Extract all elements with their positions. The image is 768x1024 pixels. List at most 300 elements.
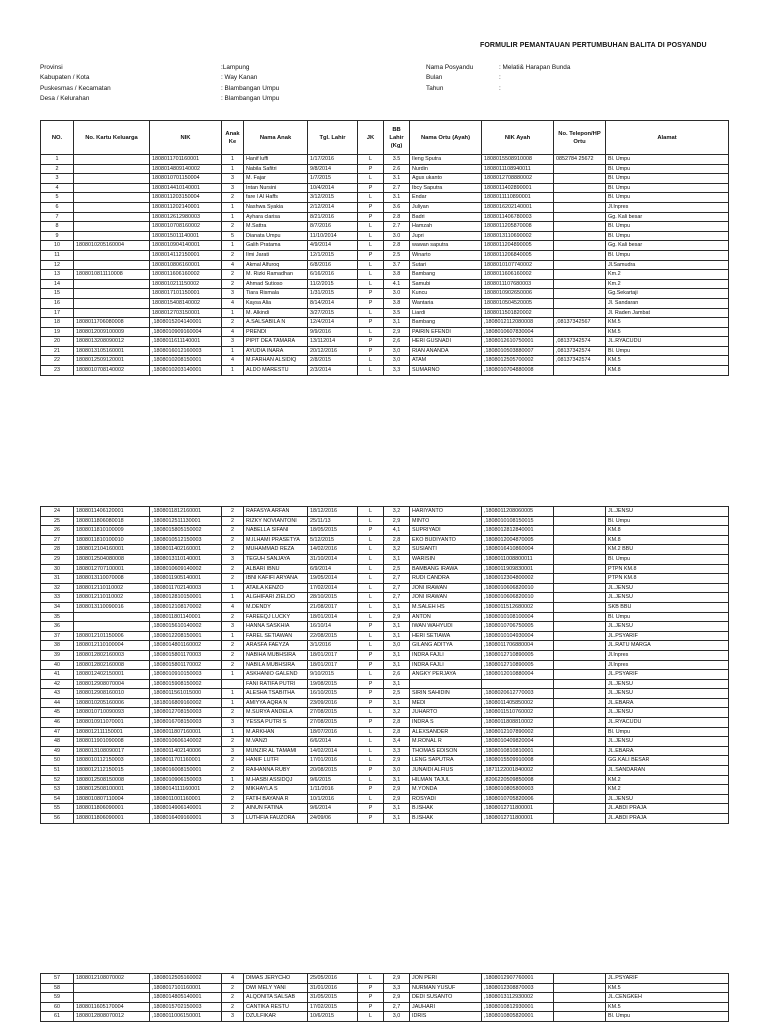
table-cell: Bl. Umpu: [606, 1012, 729, 1022]
table-cell: HANNA SASKHIA: [244, 622, 308, 632]
table-cell: 1808011901090008: [74, 737, 150, 747]
table-cell: [554, 279, 606, 289]
table-cell: 19: [41, 327, 74, 337]
table-cell: ,1808012208150001: [150, 631, 222, 641]
table-cell: 1: [222, 164, 244, 174]
table-cell: 1808012612980003: [150, 212, 222, 222]
table-cell: ,08137342574: [554, 346, 606, 356]
table-cell: 45: [41, 708, 74, 718]
table-cell: L: [358, 231, 384, 241]
table-cell: IBNI KAFIFI ARYANA: [244, 574, 308, 584]
table-cell: 1808017101150001: [150, 289, 222, 299]
table-cell: P: [358, 622, 384, 632]
table-cell: PAIRIN EFENDI: [410, 327, 482, 337]
table-cell: ANGKY PERJAYA: [410, 670, 482, 680]
table-cell: L: [358, 241, 384, 251]
table-cell: JUHARTO: [410, 708, 482, 718]
table-cell: NABELLA SIFANI: [244, 526, 308, 536]
table-row: [41, 612, 729, 622]
table-cell: 4: [41, 183, 74, 193]
table-cell: Badri: [410, 212, 482, 222]
table-cell: M. Alkindi: [244, 308, 308, 318]
table-cell: 3,1: [384, 804, 410, 814]
table-cell: 2: [222, 318, 244, 328]
table-cell: 1808012110110002: [74, 593, 150, 603]
table-cell: 2: [222, 270, 244, 280]
table-cell: 3,1: [384, 698, 410, 708]
table-cell: ,1808012004870005: [482, 535, 554, 545]
table-cell: Kaysa Alia: [244, 298, 308, 308]
table-cell: 1/17/2016: [308, 155, 358, 165]
table-cell: 36: [41, 622, 74, 632]
column-header: Nama Ortu (Ayah): [410, 121, 482, 155]
table-cell: 1808011810100009: [74, 526, 150, 536]
table-cell: NABIHA MUBHSIRA: [244, 650, 308, 660]
info-right-label: Bulan: [426, 74, 443, 82]
table-cell: 18/01/2014: [308, 612, 358, 622]
table-cell: 5: [222, 231, 244, 241]
column-header: Tgl. Lahir: [308, 121, 358, 155]
table-cell: 1808012802160008: [74, 660, 150, 670]
table-cell: [74, 212, 150, 222]
table-cell: [554, 689, 606, 699]
table-cell: [74, 202, 150, 212]
table-cell: Bl. Umpu: [606, 346, 729, 356]
table-cell: ,1808020612770003: [482, 689, 554, 699]
table-row: [41, 583, 729, 593]
table-cell: M.SURYA ANDELA: [244, 708, 308, 718]
table-cell: 1808011701160001: [150, 155, 222, 165]
table-cell: 1808011204890005: [482, 241, 554, 251]
table-cell: 1808010811110008: [74, 270, 150, 280]
table-cell: INDRA FAJLI: [410, 650, 482, 660]
table-cell: 2,8: [384, 727, 410, 737]
info-left-value: : Blambangan Umpu: [221, 94, 280, 102]
table-cell: Hamzah: [410, 222, 482, 232]
table-cell: [554, 308, 606, 318]
table-cell: ANTON: [410, 612, 482, 622]
table-cell: Bl. Umpu: [606, 554, 729, 564]
table-cell: 3.6: [384, 202, 410, 212]
table-cell: L: [358, 574, 384, 584]
table-row: [41, 289, 729, 299]
table-cell: ,1808015509910008: [482, 756, 554, 766]
table-cell: [554, 231, 606, 241]
table-cell: ,1808015801170003: [150, 650, 222, 660]
table-cell: 26: [41, 526, 74, 536]
table-cell: 1808015508910008: [482, 155, 554, 165]
table-cell: 3,1: [384, 660, 410, 670]
table-cell: GG.KALI BESAR: [606, 756, 729, 766]
table-cell: 3.1: [384, 193, 410, 203]
table-cell: [74, 250, 150, 260]
table-row: [41, 174, 729, 184]
table-row: [41, 660, 729, 670]
table-cell: L: [358, 516, 384, 526]
table-cell: 8/7/2016: [308, 222, 358, 232]
table-cell: 2.7: [384, 183, 410, 193]
table-cell: ,1808010108150015: [482, 516, 554, 526]
table-cell: 3,0: [384, 641, 410, 651]
table-cell: ,1808016008150001: [150, 766, 222, 776]
table-cell: JL.JENSU: [606, 583, 729, 593]
column-header: BB Lahir (Kg): [384, 121, 410, 155]
table-cell: [554, 164, 606, 174]
table-cell: JON PERI: [410, 974, 482, 984]
table-cell: Kuncu: [410, 289, 482, 299]
table-cell: 15: [41, 289, 74, 299]
table-cell: 54: [41, 794, 74, 804]
table-cell: ,1808010909160004: [150, 327, 222, 337]
table-cell: L: [358, 554, 384, 564]
table-cell: 1808013110070008: [74, 574, 150, 584]
table-cell: RIZKY NOVIANTONI: [244, 516, 308, 526]
table-cell: 1808010708140002: [74, 366, 150, 376]
table-cell: TEGUH SANJAYA: [244, 554, 308, 564]
table-cell: M.ARKHAN: [244, 727, 308, 737]
table-cell: 2: [222, 507, 244, 517]
table-cell: ,1808012708150003: [150, 708, 222, 718]
table-cell: 4,1: [384, 526, 410, 536]
table-cell: ,1808012907760001: [482, 974, 554, 984]
table-cell: L: [358, 746, 384, 756]
table-cell: 1808010504520005: [482, 298, 554, 308]
table-cell: Bl. Umpu: [606, 231, 729, 241]
table-cell: L: [358, 222, 384, 232]
info-left-value: : Way Kanan: [221, 74, 258, 82]
table-cell: [554, 602, 606, 612]
table-cell: ALDO MARESTU: [244, 366, 308, 376]
table-cell: 16/10/14: [308, 622, 358, 632]
table-cell: 1808010112150003: [74, 756, 150, 766]
table-cell: 1: [222, 241, 244, 251]
table-cell: 2,5: [384, 689, 410, 699]
table-cell: 3,1: [384, 679, 410, 689]
table-cell: 5/12/2015: [308, 535, 358, 545]
table-cell: ,1808011611140001: [150, 337, 222, 347]
table-cell: 10/6/2015: [308, 1012, 358, 1022]
table-cell: SUMARNO: [410, 366, 482, 376]
table-cell: 6/16/2016: [308, 270, 358, 280]
table-cell: 19/08/2015: [308, 679, 358, 689]
table-row: [41, 766, 729, 776]
table-cell: ,1808011909830001: [482, 564, 554, 574]
table-cell: 12/1/2015: [308, 250, 358, 260]
table-cell: 18/12/2016: [308, 507, 358, 517]
table-cell: Akmal Alfuroq: [244, 260, 308, 270]
table-cell: [554, 1002, 606, 1012]
table-cell: 1: [222, 689, 244, 699]
table-cell: M.YONDA: [410, 785, 482, 795]
table-cell: ,1808010906150003: [150, 775, 222, 785]
table-cell: 3: [222, 718, 244, 728]
table-cell: Juliyan: [410, 202, 482, 212]
table-cell: 2.8: [384, 212, 410, 222]
table-cell: 41: [41, 670, 74, 680]
table-row: [41, 260, 729, 270]
table-cell: 10/1/2016: [308, 794, 358, 804]
table-cell: 1808011706080008: [74, 318, 150, 328]
table-cell: [74, 183, 150, 193]
table-cell: PTPN KM.8: [606, 574, 729, 584]
table-cell: NABILA MUBHSIRA: [244, 660, 308, 670]
table-cell: 3,2: [384, 545, 410, 555]
table-cell: ,1808011706880004: [482, 641, 554, 651]
table-cell: 1: [222, 212, 244, 222]
table-cell: Sutari: [410, 260, 482, 270]
table-cell: L: [358, 612, 384, 622]
table-cell: 1808012111150001: [74, 727, 150, 737]
table-cell: 2,9: [384, 612, 410, 622]
table-cell: 3.0: [384, 289, 410, 299]
table-cell: ,1808016012160003: [150, 346, 222, 356]
table-cell: JL.PSYARIF: [606, 631, 729, 641]
table-cell: [554, 650, 606, 660]
table-cell: 1808012110110002: [74, 583, 150, 593]
table-cell: KM.5: [606, 356, 729, 366]
table-cell: 1/31/2015: [308, 289, 358, 299]
table-cell: SIRIN SAHIDIN: [410, 689, 482, 699]
table-cell: ,1808015805150002: [150, 526, 222, 536]
table-row: [41, 593, 729, 603]
table-cell: 17/02/2015: [308, 1002, 358, 1012]
table-cell: ,1808012511130001: [150, 516, 222, 526]
table-cell: JONI IRAWAN: [410, 583, 482, 593]
table-cell: 2,9: [384, 327, 410, 337]
table-cell: 1808013105160001: [74, 346, 150, 356]
table-cell: 1808012703150001: [150, 308, 222, 318]
table-cell: [554, 804, 606, 814]
table-cell: M.VANZI: [244, 737, 308, 747]
table-row: [41, 574, 729, 584]
table-cell: [554, 507, 606, 517]
table-cell: L: [358, 366, 384, 376]
table-cell: AYUDIA INARA: [244, 346, 308, 356]
table-cell: 1808010806160001: [150, 260, 222, 270]
table-cell: [74, 193, 150, 203]
table-cell: ,1808011208060005: [482, 507, 554, 517]
table-cell: 8: [41, 222, 74, 232]
table-cell: ,1808010706750005: [482, 622, 554, 632]
table-cell: 19/05/2014: [308, 574, 358, 584]
table-cell: M. Rizki Ramadhan: [244, 270, 308, 280]
table-cell: 3,1: [384, 650, 410, 660]
table-row: [41, 164, 729, 174]
table-cell: KM.5: [606, 1002, 729, 1012]
table-cell: M.RONAL R: [410, 737, 482, 747]
table-cell: ,1808012710890005: [482, 660, 554, 670]
table-cell: 1/11/2016: [308, 785, 358, 795]
table-cell: P: [358, 337, 384, 347]
table-cell: 21: [41, 346, 74, 356]
table-cell: ,1808011807160001: [150, 727, 222, 737]
table-cell: 2: [222, 516, 244, 526]
table-cell: [74, 622, 150, 632]
table-cell: ,1808015610140002: [150, 622, 222, 632]
table-cell: [74, 260, 150, 270]
info-left-value: : Blambangan Umpu: [221, 84, 280, 92]
table-cell: JL.JENSU: [606, 622, 729, 632]
table-cell: Nurdin: [410, 164, 482, 174]
table-cell: 1808011202140001: [150, 202, 222, 212]
table-cell: ,1808010409820004: [482, 737, 554, 747]
table-cell: JL.PSYARIF: [606, 670, 729, 680]
table-cell: 32: [41, 583, 74, 593]
table-cell: Wantaria: [410, 298, 482, 308]
table-cell: 25: [41, 516, 74, 526]
table-cell: P: [358, 318, 384, 328]
table-cell: L: [358, 775, 384, 785]
table-row: [41, 756, 729, 766]
table-cell: JL.ABDI PRAJA: [606, 814, 729, 824]
table-row: [41, 155, 729, 165]
table-cell: HERI GUSNADI: [410, 337, 482, 347]
table-row: [41, 1012, 729, 1022]
table-cell: 1: [41, 155, 74, 165]
table-cell: JL.JENSU: [606, 507, 729, 517]
table-cell: IDRIS: [410, 1012, 482, 1022]
table-cell: 2,7: [384, 593, 410, 603]
table-cell: [554, 516, 606, 526]
table-row: [41, 602, 729, 612]
table-cell: 18/01/2017: [308, 660, 358, 670]
column-header: NO.: [41, 121, 74, 155]
table-cell: Bl. Umpu: [606, 164, 729, 174]
table-cell: [554, 241, 606, 251]
table-cell: ,1808012308870003: [482, 983, 554, 993]
table-cell: ,1808011405850002: [482, 698, 554, 708]
table-row: [41, 356, 729, 366]
table-cell: 2,8: [384, 718, 410, 728]
table-cell: KM.2 BBU: [606, 545, 729, 555]
table-cell: L: [358, 670, 384, 680]
table-cell: ,1808017101160001: [150, 983, 222, 993]
table-cell: 2,7: [384, 574, 410, 584]
table-cell: ,1808012812840001: [482, 526, 554, 536]
table-row: [41, 193, 729, 203]
table-cell: 9/6/2015: [308, 775, 358, 785]
table-cell: 25/05/2016: [308, 974, 358, 984]
table-row: [41, 727, 729, 737]
table-row: [41, 222, 729, 232]
table-cell: 6: [41, 202, 74, 212]
table-cell: 3: [222, 622, 244, 632]
table-cell: ,1808012112080008: [482, 318, 554, 328]
table-row: [41, 270, 729, 280]
table-cell: 3: [222, 746, 244, 756]
table-cell: 18: [41, 318, 74, 328]
table-cell: JL.RYACUDU: [606, 718, 729, 728]
table-cell: RUDI CANDRA: [410, 574, 482, 584]
table-cell: 1808010708160002: [150, 222, 222, 232]
table-cell: 9/10/2015: [308, 670, 358, 680]
table-cell: 1808014809140002: [150, 164, 222, 174]
table-cell: 1808012802160003: [74, 650, 150, 660]
table-cell: 1808010701150004: [150, 174, 222, 184]
table-cell: 22: [41, 356, 74, 366]
table-cell: KM.8: [606, 535, 729, 545]
table-cell: ,1808010606820010: [482, 593, 554, 603]
table-cell: 2: [222, 574, 244, 584]
table-cell: [74, 612, 150, 622]
table-cell: 1808011402890001: [482, 183, 554, 193]
table-cell: 2/3/2014: [308, 366, 358, 376]
table-part-3: [40, 973, 729, 1022]
table-cell: 10: [41, 241, 74, 251]
table-cell: 1: [222, 366, 244, 376]
table-cell: NURMAN YUSUF: [410, 983, 482, 993]
table-cell: 53: [41, 785, 74, 795]
table-cell: [554, 679, 606, 689]
table-cell: 2,9: [384, 993, 410, 1003]
table-cell: 14: [41, 279, 74, 289]
table-cell: ,1808015702150003: [150, 1002, 222, 1012]
table-cell: 1808012508100001: [74, 785, 150, 795]
info-right-label: Tahun: [426, 84, 444, 92]
table-cell: 24/09/06: [308, 814, 358, 824]
table-cell: 46: [41, 718, 74, 728]
table-cell: ,1808012505700002: [482, 356, 554, 366]
table-cell: [74, 279, 150, 289]
table-cell: 1: [222, 593, 244, 603]
table-cell: 2: [222, 804, 244, 814]
table-cell: M. Fajar: [244, 174, 308, 184]
table-cell: ,1808014111160001: [150, 785, 222, 795]
table-cell: L: [358, 545, 384, 555]
info-left-value: :Lampung: [221, 64, 250, 71]
table-cell: 2/8/2015: [308, 356, 358, 366]
table-cell: L: [358, 602, 384, 612]
table-cell: [554, 785, 606, 795]
table-cell: ,1808011512680002: [482, 602, 554, 612]
table-cell: 1808012504080008: [74, 554, 150, 564]
table-row: [41, 698, 729, 708]
table-cell: [74, 308, 150, 318]
table-cell: ,1808011001160001: [150, 794, 222, 804]
table-row: [41, 689, 729, 699]
table-cell: [554, 298, 606, 308]
table-cell: LUTHFIA FAUZORA: [244, 814, 308, 824]
table-cell: 3.5: [384, 308, 410, 318]
table-cell: 1808011205870008: [482, 222, 554, 232]
table-cell: KM.5: [606, 983, 729, 993]
table-cell: 12/4/2014: [308, 318, 358, 328]
table-cell: PTPN KM.8: [606, 564, 729, 574]
table-cell: [554, 766, 606, 776]
table-cell: 4: [222, 602, 244, 612]
table-cell: P: [358, 689, 384, 699]
table-cell: Bl. Umpu: [606, 727, 729, 737]
table-cell: ,1808012711800001: [482, 804, 554, 814]
table-cell: 3,0: [384, 1012, 410, 1022]
table-row: [41, 516, 729, 526]
table-cell: 11: [41, 250, 74, 260]
table-cell: JL.ABDI PRAJA: [606, 804, 729, 814]
table-cell: ,1808011905140001: [150, 574, 222, 584]
table-cell: [554, 327, 606, 337]
table-cell: L: [358, 631, 384, 641]
table-cell: ,1808010607830004: [482, 327, 554, 337]
table-cell: L: [358, 279, 384, 289]
table-cell: 1808012108070002: [74, 974, 150, 984]
column-header: Nama Anak: [244, 121, 308, 155]
table-cell: L: [358, 974, 384, 984]
table-cell: INDRA FAJLI: [410, 660, 482, 670]
table-cell: 3.8: [384, 298, 410, 308]
table-cell: THOMAS EDISON: [410, 746, 482, 756]
table-row: [41, 545, 729, 555]
table-row: [41, 337, 729, 347]
